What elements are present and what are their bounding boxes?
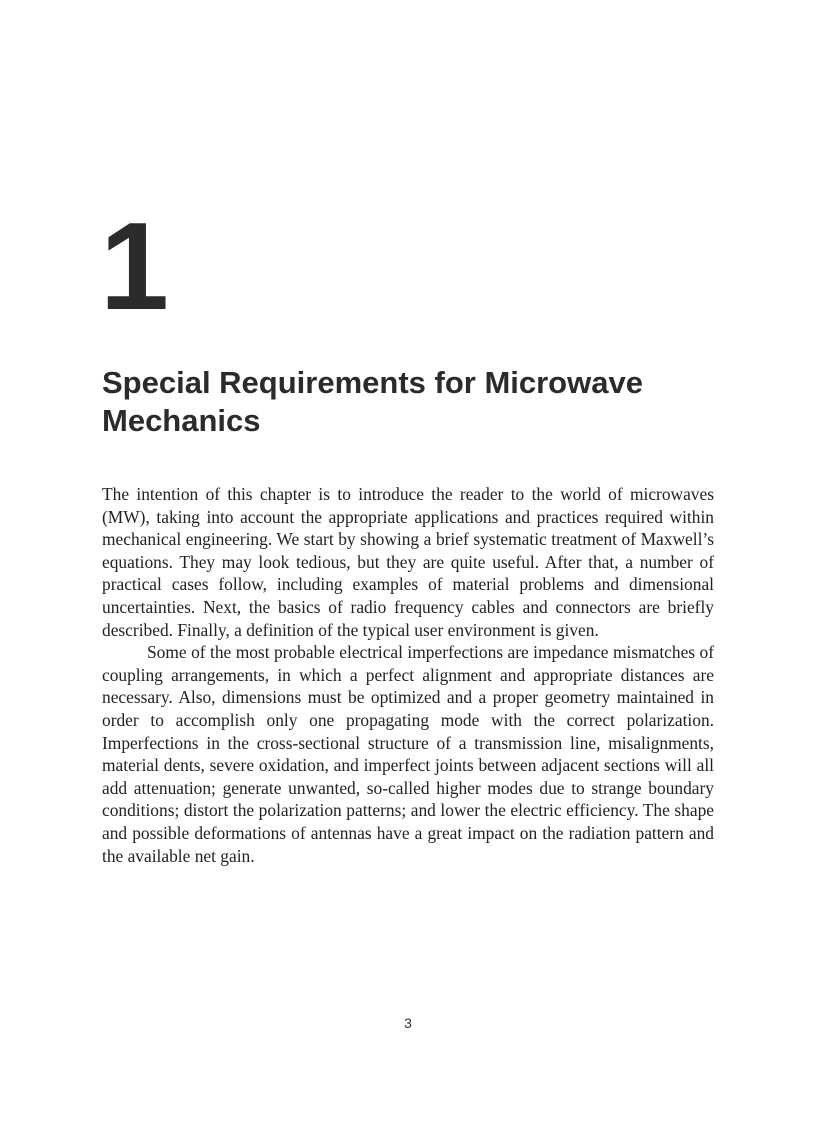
paragraph-intro: The intention of this chapter is to introduce the reader to the world of microwaves (MW), taking into account the appropriate applications and practices required within mechanical engineering. We start by showing a brief systematic treatment of Maxwell’s equations. They may look tedious, but they are quite useful. After that, a number of practical cases follow, including examples of material problems and dimensional uncertainties. Next, the basics of radio frequency cables and connectors are briefly described. Finally, a definition of the typical user environment is given.	[102, 484, 714, 640]
chapter-title: Special Requirements for Microwave Mechanics	[102, 365, 643, 438]
body-text	[102, 483, 714, 867]
paragraph-imperfections: Some of the most probable electrical imperfections are impedance mismatches of coupling arrangements, in which a perfect alignment and appropriate distances are necessary. Also, dimensions must be optimized and a proper geometry maintained in order to accomplish only one propagating mode with the correct polarization. Imperfections in the cross-sectional structure of a transmission line, misalignments, material dents, severe oxidation, and imperfect joints between adjacent sections will all add attenuation; generate unwanted, so-called higher modes due to strange boundary conditions; distort the polarization patterns; and lower the electric efficiency. The shape and possible deformations of antennas have a great impact on the radiation pattern and the available net gain.	[102, 642, 714, 866]
page-number: 3	[404, 1015, 412, 1031]
chapter-number: 1	[100, 198, 167, 336]
